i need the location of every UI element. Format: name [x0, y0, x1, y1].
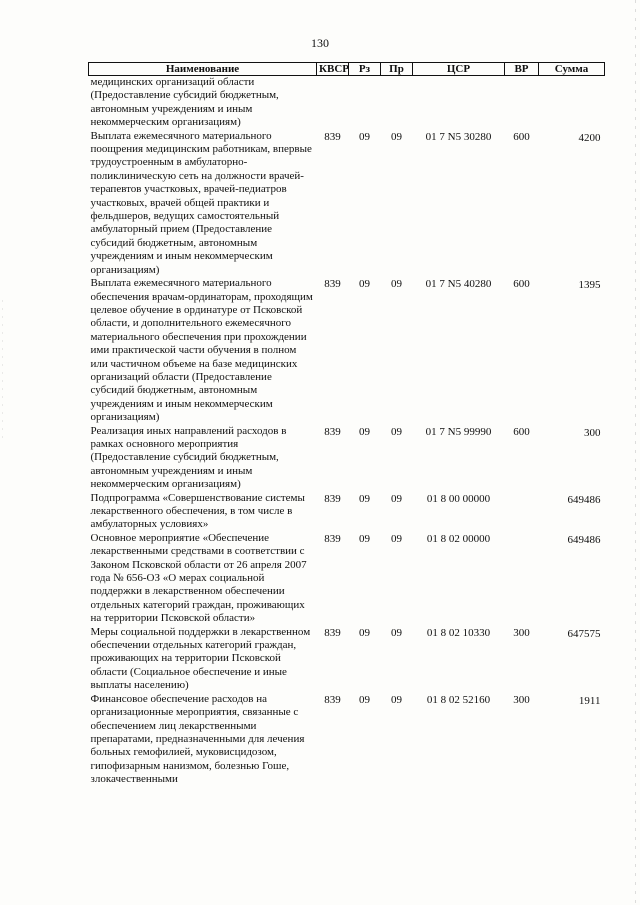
row-rz: 09	[359, 626, 370, 639]
header-pr: Пр	[381, 63, 413, 76]
row-kvsr: 839	[324, 532, 341, 545]
row-name: Основное мероприятие «Обеспечение лекарственными средствами в соответствии с Законом Псковской области от 26 апреля 2007 года № 656-ОЗ «О мерах социальной поддержки в лекарственном обеспечении отдельных категорий граждан, проживающих на территории Псковской области»	[90, 531, 307, 625]
row-name: Меры социальной поддержки в лекарственном обеспечении отдельных категорий граждан, проживающих на территории Псковской области (Социальное обеспечение и иные выплаты населению)	[90, 625, 311, 692]
table-row	[89, 626, 605, 693]
row-name: Выплата ежемесячного материального поощрения медицинским работникам, впервые трудоустроенным в амбулаторно-поликлиническую сеть на должности врачей-терапевтов участковых, врачей-педиатров участковых, врачей общей практики и фельдшеров, ведущих самостоятельный амбулаторный прием (Предоставление субсидий бюджетным, автономным учреждениям и иным некоммерческим организациям)	[90, 129, 312, 276]
row-sum: 1911	[578, 694, 601, 707]
row-sum	[539, 76, 605, 130]
row-name: Подпрограмма «Совершенствование системы лекарственного обеспечения, в том числе в амбулаторных условиях»	[90, 491, 305, 531]
row-csr: 01 7 N5 99990	[425, 425, 492, 438]
table-body	[89, 76, 605, 787]
table-row	[89, 425, 605, 492]
row-pr: 09	[391, 278, 402, 291]
row-pr: 09	[391, 130, 402, 143]
row-rz: 09	[359, 130, 370, 143]
row-vr	[505, 76, 539, 130]
table-row	[89, 130, 605, 277]
row-sum: 4200	[578, 131, 601, 144]
row-rz: 09	[359, 693, 370, 706]
row-csr: 01 8 02 00000	[426, 532, 491, 545]
row-pr: 09	[391, 693, 402, 706]
row-vr: 300	[513, 693, 530, 706]
row-csr	[413, 76, 505, 130]
row-pr: 09	[391, 425, 402, 438]
header-kvsr: КВСР	[317, 63, 349, 76]
row-sum: 300	[584, 426, 601, 439]
row-vr: 600	[513, 425, 530, 438]
row-pr	[381, 76, 413, 130]
row-name: Выплата ежемесячного материального обеспечения врачам-ординаторам, проходящим целевое обучение в ординатуре от Псковской области, и дополнительного ежемесячного материального обеспечения при прохождении ими практической части обучения в полном или частичном объеме на базе медицинских организаций области (Предоставление субсидий бюджетным, автономным учреждениям и иным некоммерческим организациям)	[90, 277, 313, 424]
row-sum: 649486	[567, 493, 601, 506]
row-kvsr: 839	[324, 492, 341, 505]
row-rz: 09	[359, 425, 370, 438]
header-vr: ВР	[505, 63, 539, 76]
header-csr: ЦСР	[413, 63, 505, 76]
row-name: Финансовое обеспечение расходов на организационные мероприятия, связанные с обеспечением лиц лекарственными препаратами, предназначенными для лечения больных гемофилией, муковисцидозом, гипофизарным нанизмом, болезнью Гоше, злокачественными	[90, 692, 305, 786]
row-csr: 01 8 00 00000	[426, 492, 491, 505]
row-rz: 09	[359, 492, 370, 505]
page-number: 130	[311, 36, 329, 50]
row-name: Реализация иных направлений расходов в рамках основного мероприятия (Предоставление субсидий бюджетным, автономным учреждениям и иным некоммерческим организациям)	[90, 424, 287, 491]
row-sum: 647575	[567, 627, 601, 640]
table-row	[89, 277, 605, 424]
row-name: медицинских организаций области (Предоставление субсидий бюджетным, автономным учреждениям и иным некоммерческим организациям)	[90, 76, 279, 129]
row-pr: 09	[391, 532, 402, 545]
row-rz: 09	[359, 532, 370, 545]
budget-table	[88, 62, 605, 787]
row-vr	[505, 532, 539, 626]
row-csr: 01 7 N5 40280	[425, 278, 492, 291]
row-sum: 1395	[578, 279, 601, 292]
row-pr: 09	[391, 492, 402, 505]
header-row	[89, 63, 605, 76]
header-name: Наименование	[89, 63, 317, 76]
table-row	[89, 532, 605, 626]
row-pr: 09	[391, 626, 402, 639]
row-vr: 300	[513, 626, 530, 639]
scan-edge-artifact-left	[2, 300, 3, 440]
table-row	[89, 693, 605, 787]
row-kvsr: 839	[324, 693, 341, 706]
row-sum: 649486	[567, 533, 601, 546]
row-kvsr: 839	[324, 626, 341, 639]
row-vr	[505, 492, 539, 532]
scan-edge-artifact	[635, 0, 636, 905]
row-vr: 600	[513, 130, 530, 143]
row-vr: 600	[513, 278, 530, 291]
row-kvsr: 839	[324, 425, 341, 438]
row-csr: 01 8 02 52160	[426, 693, 491, 706]
table-row	[89, 76, 605, 130]
row-csr: 01 7 N5 30280	[425, 130, 492, 143]
table-row	[89, 492, 605, 532]
header-rz: Рз	[349, 63, 381, 76]
row-csr: 01 8 02 10330	[426, 626, 491, 639]
row-rz: 09	[359, 278, 370, 291]
row-kvsr: 839	[324, 130, 341, 143]
row-kvsr: 839	[324, 278, 341, 291]
row-rz	[349, 76, 381, 130]
table-header	[89, 63, 605, 76]
row-kvsr	[317, 76, 349, 130]
header-sum: Сумма	[539, 63, 605, 76]
